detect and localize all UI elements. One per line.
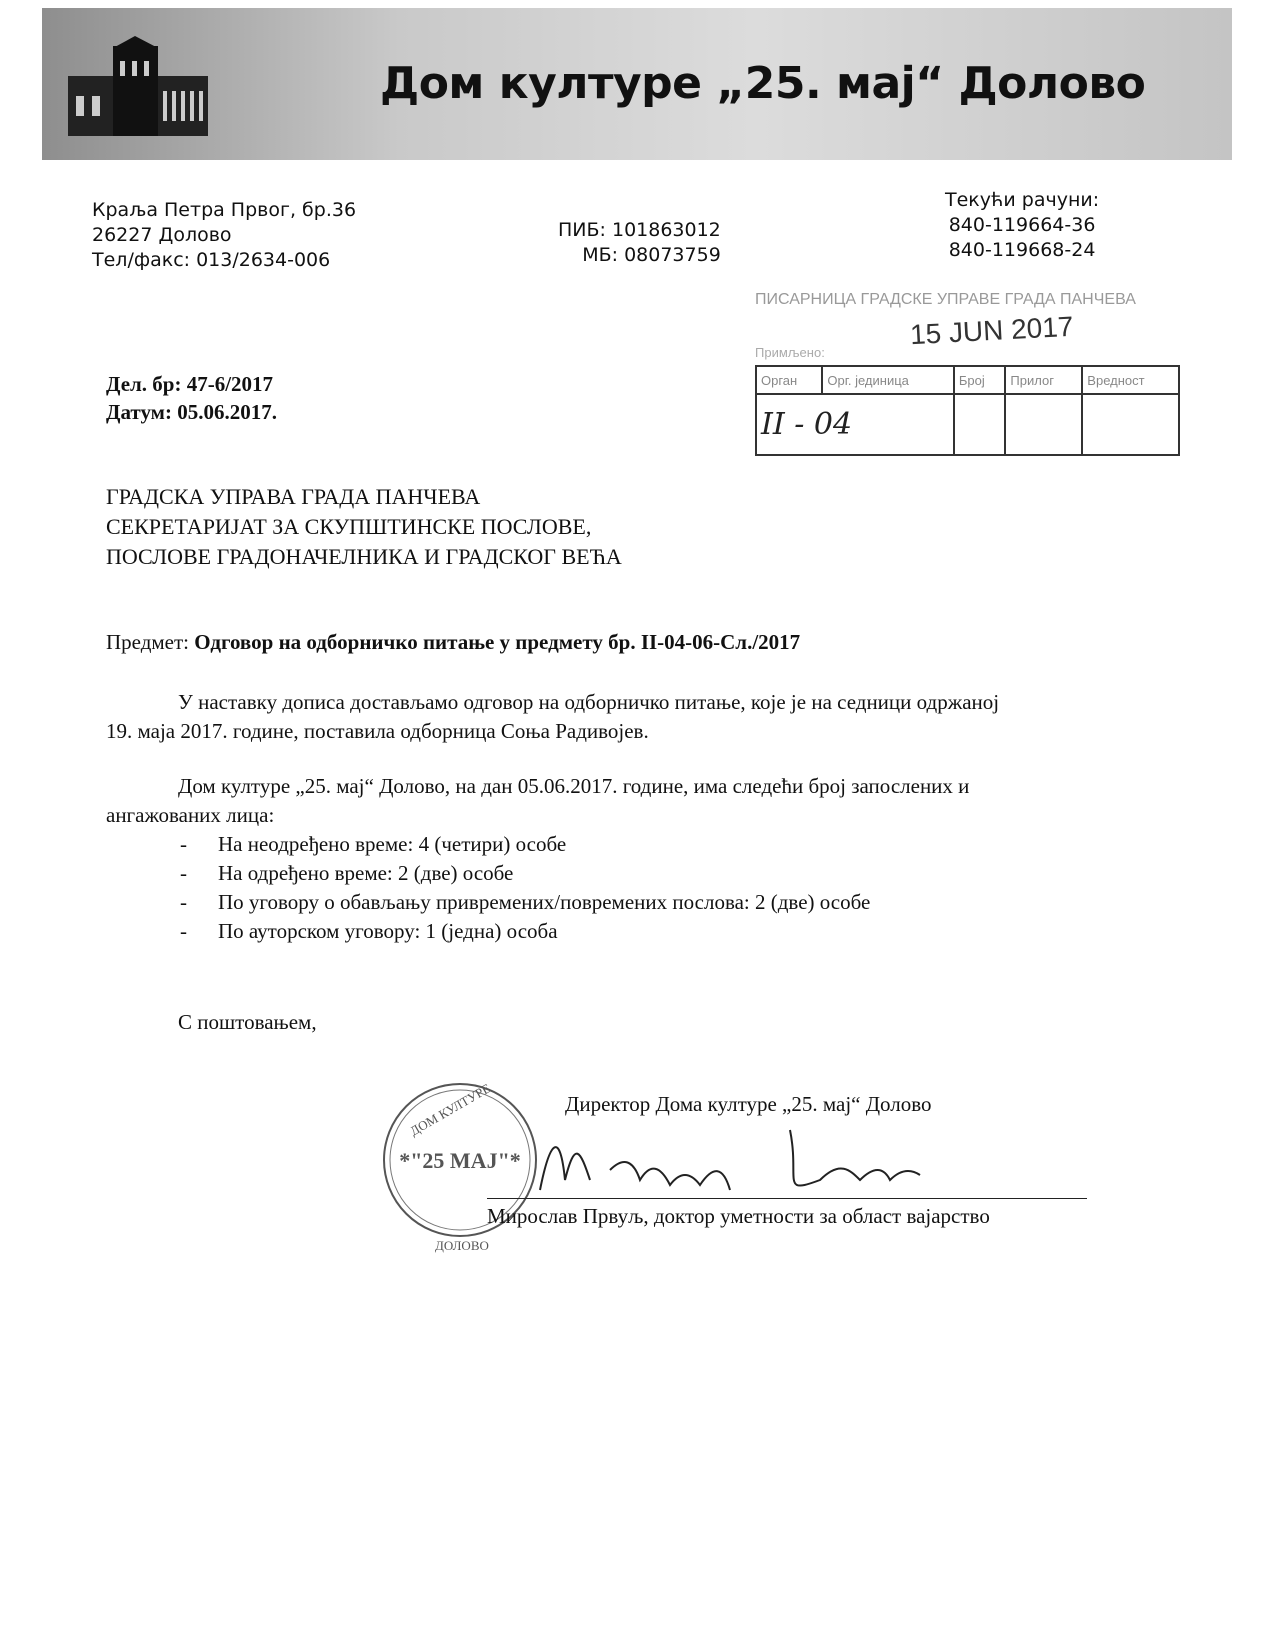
reference-date: Датум: 05.06.2017.: [106, 400, 277, 424]
stamp-handwritten: II - 04: [756, 394, 954, 455]
signatory-name: Мирослав Првуљ, доктор уметности за област вајарство: [487, 1204, 990, 1228]
subject-text: Одговор на одборничко питање у предмету бр. II-04-06-Сл./2017: [194, 630, 801, 654]
account-1: 840-119664-36: [948, 214, 1096, 236]
recipient: [106, 482, 622, 572]
accounts-block: [945, 188, 1099, 263]
paragraph-1: [106, 688, 1146, 746]
account-2: 840-119668-24: [948, 239, 1096, 261]
list-item: - На неодређено време: 4 (четири) особе: [180, 832, 567, 856]
address-city: 26227 Долово: [92, 224, 232, 246]
seal-bottom-text: ДОЛОВО: [435, 1238, 489, 1253]
handwritten-signature: [520, 1120, 980, 1200]
closing: С поштовањем,: [178, 1010, 317, 1034]
address-street: Краља Петра Првог, бр.36: [92, 199, 357, 221]
list-item-text: На одређено време: 2 (две) особе: [218, 861, 514, 885]
subject-label: Предмет:: [106, 630, 195, 654]
mb: МБ: 08073759: [582, 244, 721, 266]
stamp-date: 15 JUN 2017: [909, 310, 1075, 351]
stamp-header: ПИСАРНИЦА ГРАДСКЕ УПРАВЕ ГРАДА ПАНЧЕВА: [755, 291, 1136, 308]
staff-list: [180, 830, 870, 946]
text-line: У наставку дописа достављамо одговор на одборничко питање, које је на седници одржаној: [178, 690, 1000, 714]
list-item: - На одређено време: 2 (две) особе: [180, 861, 514, 885]
address-block: [92, 198, 356, 273]
stamp-col: Орг. јединица: [822, 366, 953, 394]
accounts-label: Текући рачуни:: [945, 189, 1100, 211]
text-line: ангажованих лица:: [106, 803, 275, 827]
ids-block: [558, 218, 721, 268]
text-line: 19. маја 2017. године, поставила одборница Соња Радивојев.: [106, 719, 649, 743]
signature-line: [487, 1198, 1087, 1199]
pib: ПИБ: 101863012: [558, 219, 721, 241]
list-item-text: На неодређено време: 4 (четири) особе: [218, 832, 567, 856]
seal-center-text: *"25 МАЈ"*: [399, 1148, 521, 1173]
recipient-line: ПОСЛОВЕ ГРАДОНАЧЕЛНИКА И ГРАДСКОГ ВЕЋА: [106, 544, 622, 569]
list-item-text: По уговору о обављању привремених/повремених послова: 2 (две) особе: [218, 890, 871, 914]
recipient-line: ГРАДСКА УПРАВА ГРАДА ПАНЧЕВА: [106, 484, 481, 509]
text-line: Дом културе „25. мај“ Долово, на дан 05.06.2017. године, има следећи број запослених и: [178, 774, 970, 798]
paragraph-2: [106, 772, 969, 830]
seal-top-text: ДОМ КУЛТУРЕ: [407, 1080, 494, 1139]
stamp-col: Број: [954, 366, 1006, 394]
building-logo: [68, 36, 208, 136]
receipt-stamp: [755, 285, 1180, 470]
list-item: - По уговору о обављању привремених/повремених послова: 2 (две) особе: [180, 890, 871, 914]
stamp-received-label: Примљено:: [755, 345, 825, 360]
reference: [106, 370, 277, 426]
stamp-col: Орган: [756, 366, 822, 394]
signatory-title: Директор Дома културе „25. мај“ Долово: [565, 1092, 932, 1116]
reference-number: Дел. бр: 47-6/2017: [106, 372, 274, 396]
phone: Тел/факс: 013/2634-006: [92, 249, 331, 271]
stamp-table: [755, 365, 1180, 456]
stamp-col: Вредност: [1082, 366, 1179, 394]
recipient-line: СЕКРЕТАРИЈАТ ЗА СКУПШТИНСКЕ ПОСЛОВЕ,: [106, 514, 592, 539]
subject: [106, 628, 800, 657]
list-item: - По ауторском уговору: 1 (једна) особа: [180, 919, 558, 943]
stamp-col: Прилог: [1005, 366, 1082, 394]
page-title: Дом културе „25. мај“ Долово: [380, 58, 1146, 109]
list-item-text: По ауторском уговору: 1 (једна) особа: [218, 919, 558, 943]
